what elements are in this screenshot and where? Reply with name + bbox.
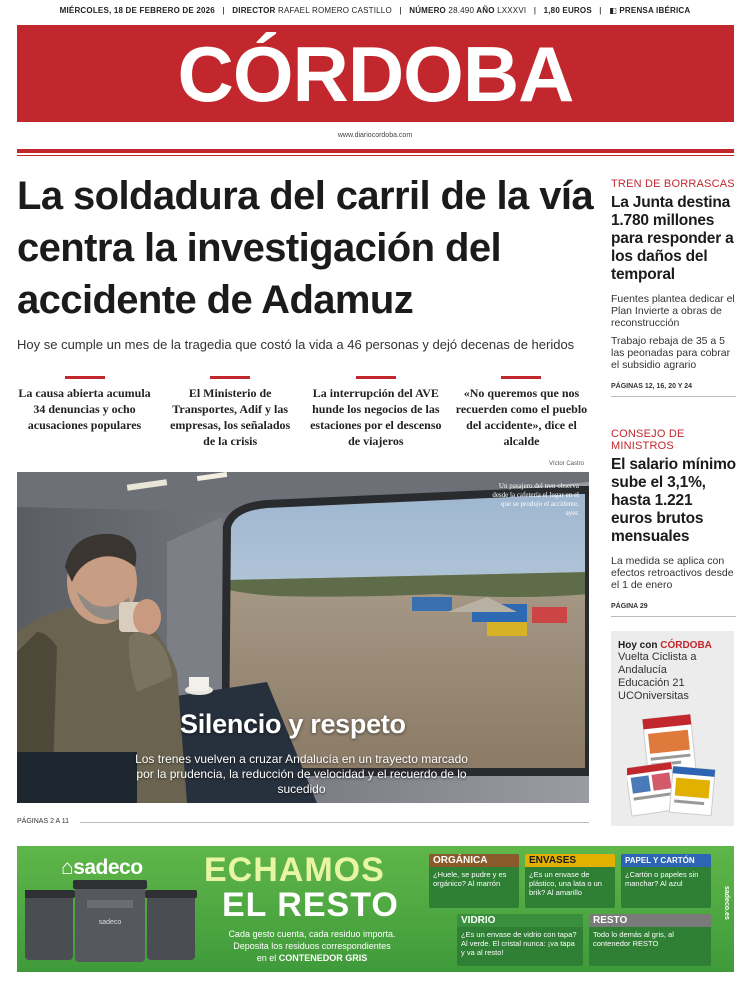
category-envases: ENVASES ¿Es un envase de plástico, una lata o un brik? Al amarillo (525, 854, 615, 908)
related-headlines (17, 376, 589, 449)
masthead (17, 25, 734, 122)
story-text: Fuentes plantea dedicar el Plan Invierte a obras de reconstrucción (611, 293, 735, 329)
sadeco-advertisement[interactable] (17, 846, 734, 972)
photo-credit: Víctor Castro (549, 461, 585, 467)
category-vidrio: VIDRIO ¿Es un envase de vidrio con tapa? Al verde. El cristal nunca: ¡va tapa y va al resto! (457, 914, 583, 966)
red-bar (356, 376, 396, 379)
category-resto: RESTO Todo lo demás al gris, al contenedor RESTO (589, 914, 711, 966)
ad-slogan-line1: ECHAMOS (204, 851, 385, 889)
photo-text: Los trenes vuelven a cruzar Andalucía en un trayecto marcado por la prudencia, la reducción de velocidad y el recuerdo de lo sucedido (135, 752, 468, 796)
edition-date: MIÉRCOLES, 18 DE FEBRERO DE 2026 (59, 6, 215, 15)
supplements-promo[interactable] (611, 631, 734, 826)
story-headline: La Junta destina 1.780 millones para responder a los daños del temporal (611, 194, 734, 283)
svg-text:sadeco: sadeco (98, 919, 122, 926)
number-value: 28.490 (448, 6, 475, 15)
red-bar (210, 376, 250, 379)
masthead-divider (17, 149, 734, 153)
masthead-divider-thin (17, 155, 734, 156)
waste-categories (429, 854, 714, 966)
promo-item: Educación 21 (618, 677, 685, 689)
category-organica: ORGÁNICA ¿Huele, se pudre y es orgánico? Al marrón (429, 854, 519, 908)
ad-brand: ⌂sadeco (61, 856, 143, 879)
story-kicker: TREN DE BORRASCAS (611, 178, 735, 190)
promo-title: Hoy con CÓRDOBA (618, 640, 712, 651)
ad-slogan-line2: EL RESTO (222, 886, 399, 924)
related-headline-1: La causa abierta acumula 34 denuncias y ocho acusaciones populares (17, 376, 152, 449)
related-headline-4: «No queremos que nos recuerden como el pueblo del accidente», dice el alcalde (454, 376, 589, 449)
story-text: La medida se aplica con efectos retroactivos desde el 1 de enero (611, 555, 734, 591)
sidebar-story-1 (611, 178, 736, 397)
main-subhead: Hoy se cumple un mes de la tragedia que costó la vida a 46 personas y dejó decenas de heridos (17, 337, 575, 352)
year-value: LXXXVI (497, 6, 527, 15)
photo-title: Silencio y respeto (180, 709, 406, 739)
sidebar-story-2 (611, 428, 736, 617)
related-headline-3: La interrupción del AVE hunde los negocios de las estaciones por el descenso de viajeros (308, 376, 443, 449)
ad-body-text: Cada gesto cuenta, cada residuo importa. Deposita los residuos correspondientes en el CONTENEDOR GRIS (228, 929, 396, 963)
director-label: DIRECTOR (232, 6, 276, 15)
category-papel: PAPEL Y CARTÓN ¿Cartón o papeles sin manchar? Al azul (621, 854, 711, 908)
waste-bins-illustration (25, 880, 200, 966)
group-name: PRENSA IBÉRICA (619, 6, 691, 15)
number-label: NÚMERO (409, 6, 446, 15)
story-kicker: CONSEJO DE MINISTROS (611, 428, 685, 452)
main-pages-ref: PÁGINAS 2 A 11 (17, 818, 70, 825)
main-photo (17, 472, 589, 803)
story-headline: El salario mínimo sube el 3,1%, hasta 1.221 euros brutos mensuales (611, 456, 736, 545)
sadeco-logo-icon: ⌂ (61, 856, 74, 879)
promo-item: Vuelta Ciclista a Andalucía (618, 651, 697, 676)
story-pages-ref: PÁGINAS 12, 16, 20 Y 24 (611, 383, 736, 397)
pages-divider (80, 822, 589, 823)
related-headline-2: El Ministerio de Transportes, Adif y las empresas, los señalados de la crisis (163, 376, 298, 449)
edition-info-bar: MIÉRCOLES, 18 DE FEBRERO DE 2026 | DIRECTOR RAFAEL ROMERO CASTILLO | NÚMERO 28.490 AÑO LXXXVI | 1,80 EUROS | ◧ PRENSA IBÉRICA (59, 6, 691, 15)
promo-item: UCOniversitas (618, 690, 689, 702)
year-label: AÑO (476, 6, 495, 15)
newspaper-logo: CÓRDOBA (177, 30, 574, 118)
price: 1,80 EUROS (543, 6, 592, 15)
red-bar (65, 376, 105, 379)
magazine-covers-illustration (627, 713, 717, 818)
story-text: Trabajo rebaja de 35 a 5 las peonadas para cobrar el subsidio agrario (611, 335, 731, 371)
red-bar (501, 376, 541, 379)
story-pages-ref: PÁGINA 29 (611, 603, 736, 617)
photo-caption: Un pasajero del tren observa desde la cafetería el lugar en el que se produjo el accidente, ayer. (492, 482, 579, 517)
group-icon: ◧ (609, 6, 617, 15)
main-headline: La soldadura del carril de la vía centra la investigación del accidente de Adamuz (17, 174, 594, 322)
ad-website[interactable]: sadeco.es (723, 886, 730, 920)
website-url[interactable]: www.diariocordoba.com (337, 132, 413, 139)
director-name: RAFAEL ROMERO CASTILLO (277, 6, 392, 15)
